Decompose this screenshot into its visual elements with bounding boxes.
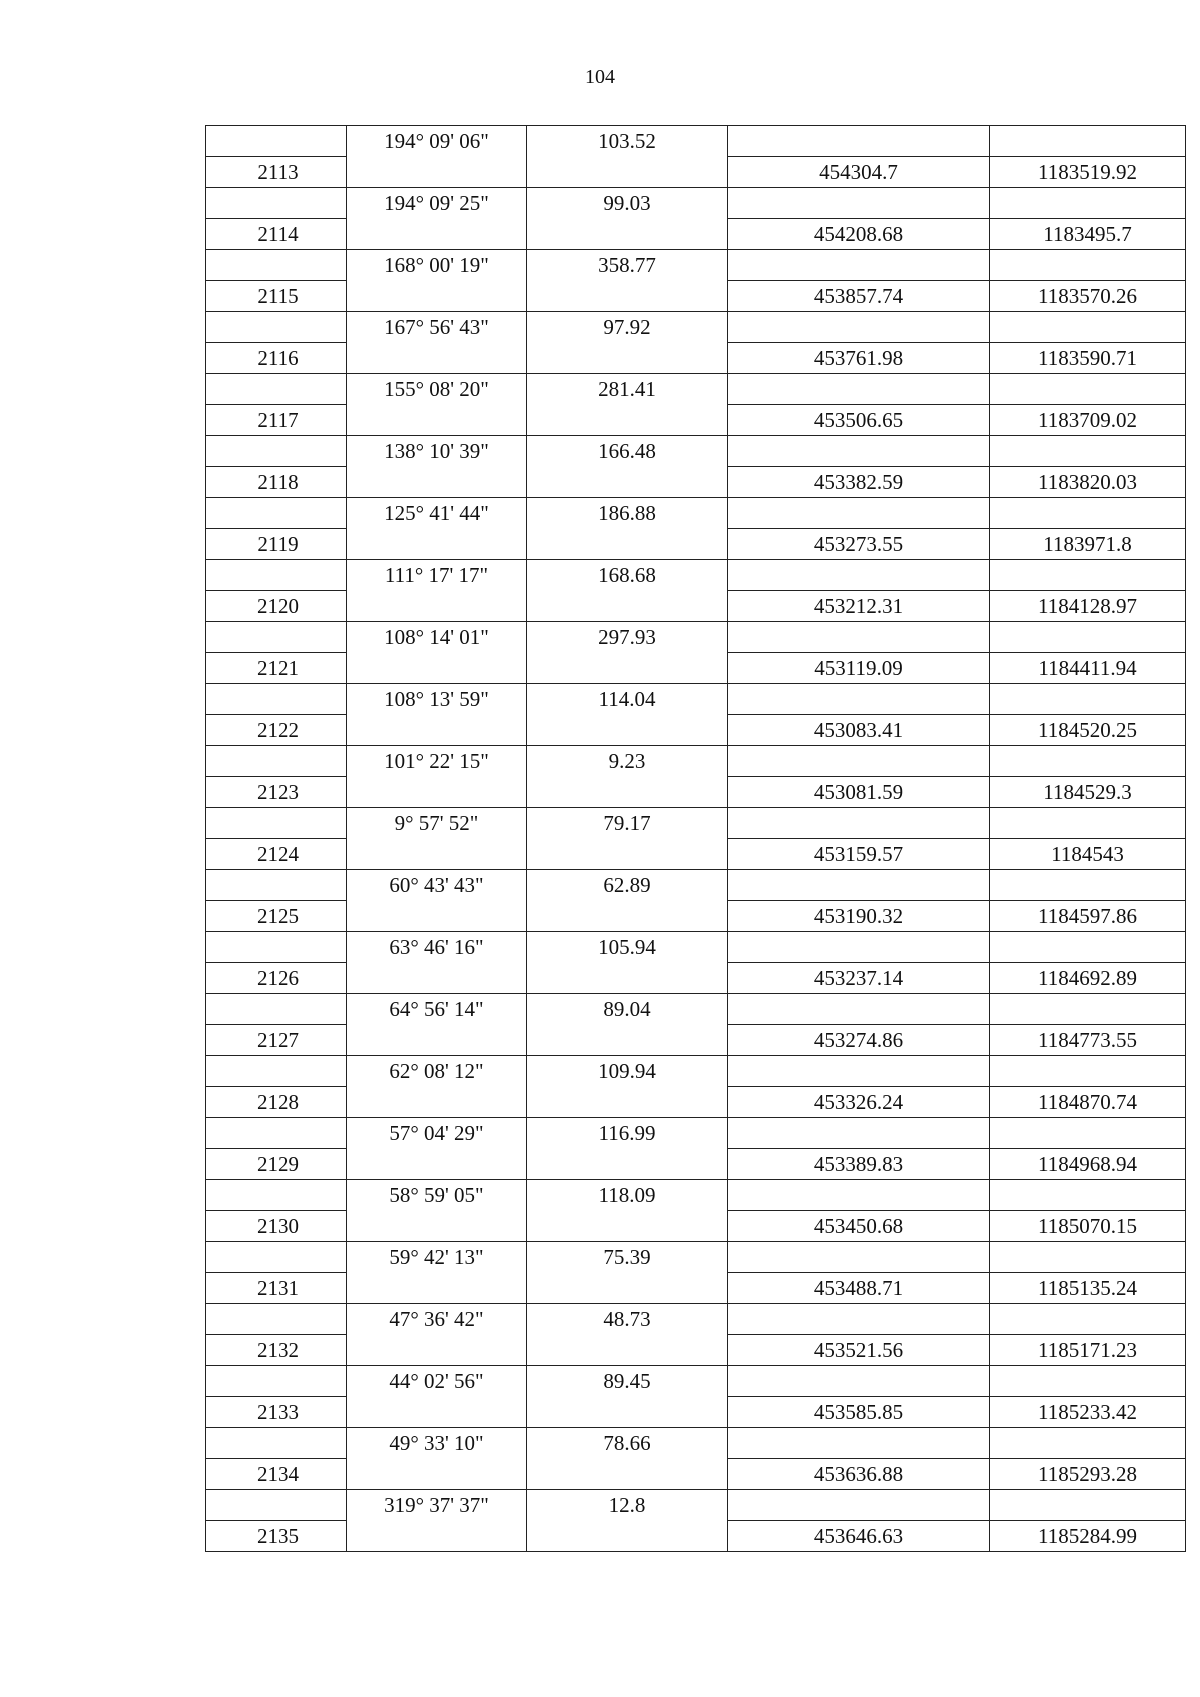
easting-cell: 1185284.99	[990, 1521, 1186, 1552]
station-cell: 2135	[206, 1521, 347, 1552]
station-cell	[206, 1304, 347, 1335]
station-cell: 2118	[206, 467, 347, 498]
station-cell: 2131	[206, 1273, 347, 1304]
bearing-cell: 58° 59' 05"	[347, 1180, 527, 1211]
easting-cell	[990, 126, 1186, 157]
northing-cell: 453636.88	[728, 1459, 990, 1490]
bearing-cell: 319° 37' 37"	[347, 1490, 527, 1521]
bearing-cell: 62° 08' 12"	[347, 1056, 527, 1087]
station-cell	[206, 870, 347, 901]
bearing-cell	[347, 1335, 527, 1366]
station-cell: 2127	[206, 1025, 347, 1056]
northing-cell: 453761.98	[728, 343, 990, 374]
northing-cell: 453212.31	[728, 591, 990, 622]
table-row-leg	[206, 684, 1186, 715]
bearing-cell: 194° 09' 25"	[347, 188, 527, 219]
easting-cell: 1185293.28	[990, 1459, 1186, 1490]
distance-cell: 168.68	[527, 560, 728, 591]
table-row-station	[206, 591, 1186, 622]
distance-cell: 297.93	[527, 622, 728, 653]
table-row-leg	[206, 498, 1186, 529]
station-cell	[206, 1428, 347, 1459]
station-cell	[206, 498, 347, 529]
distance-cell: 105.94	[527, 932, 728, 963]
table-row-leg	[206, 746, 1186, 777]
easting-cell: 1185171.23	[990, 1335, 1186, 1366]
bearing-cell	[347, 529, 527, 560]
station-cell: 2117	[206, 405, 347, 436]
bearing-cell: 63° 46' 16"	[347, 932, 527, 963]
station-cell: 2123	[206, 777, 347, 808]
northing-cell: 453326.24	[728, 1087, 990, 1118]
table-row-station	[206, 1211, 1186, 1242]
northing-cell	[728, 436, 990, 467]
bearing-cell: 194° 09' 06"	[347, 126, 527, 157]
distance-cell: 79.17	[527, 808, 728, 839]
easting-cell: 1183820.03	[990, 467, 1186, 498]
bearing-cell	[347, 219, 527, 250]
station-cell: 2125	[206, 901, 347, 932]
bearing-cell	[347, 653, 527, 684]
table-row-station	[206, 1335, 1186, 1366]
northing-cell	[728, 498, 990, 529]
bearing-cell: 125° 41' 44"	[347, 498, 527, 529]
bearing-cell: 64° 56' 14"	[347, 994, 527, 1025]
table-row-station	[206, 529, 1186, 560]
easting-cell	[990, 374, 1186, 405]
easting-cell	[990, 1304, 1186, 1335]
table-row-leg	[206, 1180, 1186, 1211]
bearing-cell	[347, 1087, 527, 1118]
station-cell	[206, 1242, 347, 1273]
table-row-leg	[206, 932, 1186, 963]
station-cell	[206, 312, 347, 343]
northing-cell: 453521.56	[728, 1335, 990, 1366]
easting-cell	[990, 436, 1186, 467]
table-row-station	[206, 715, 1186, 746]
easting-cell: 1184968.94	[990, 1149, 1186, 1180]
easting-cell	[990, 1180, 1186, 1211]
table-row-station	[206, 405, 1186, 436]
distance-cell: 116.99	[527, 1118, 728, 1149]
easting-cell	[990, 746, 1186, 777]
table-row-station	[206, 901, 1186, 932]
table-row-leg	[206, 1428, 1186, 1459]
station-cell	[206, 436, 347, 467]
distance-cell: 109.94	[527, 1056, 728, 1087]
table-row-station	[206, 1149, 1186, 1180]
bearing-cell	[347, 1149, 527, 1180]
easting-cell: 1185070.15	[990, 1211, 1186, 1242]
northing-cell: 453857.74	[728, 281, 990, 312]
northing-cell	[728, 188, 990, 219]
table-row-station	[206, 839, 1186, 870]
table-row-station	[206, 281, 1186, 312]
station-cell: 2115	[206, 281, 347, 312]
northing-cell	[728, 1056, 990, 1087]
bearing-cell: 57° 04' 29"	[347, 1118, 527, 1149]
easting-cell	[990, 1118, 1186, 1149]
table-row-leg	[206, 1490, 1186, 1521]
station-cell	[206, 1490, 347, 1521]
distance-cell: 89.04	[527, 994, 728, 1025]
bearing-cell: 138° 10' 39"	[347, 436, 527, 467]
station-cell: 2124	[206, 839, 347, 870]
easting-cell: 1184529.3	[990, 777, 1186, 808]
northing-cell: 453083.41	[728, 715, 990, 746]
distance-cell	[527, 343, 728, 374]
station-cell	[206, 684, 347, 715]
distance-cell	[527, 405, 728, 436]
easting-cell: 1184520.25	[990, 715, 1186, 746]
northing-cell	[728, 250, 990, 281]
table-row-station	[206, 1273, 1186, 1304]
station-cell	[206, 1366, 347, 1397]
distance-cell: 281.41	[527, 374, 728, 405]
table-row-leg	[206, 188, 1186, 219]
northing-cell: 453506.65	[728, 405, 990, 436]
easting-cell: 1183709.02	[990, 405, 1186, 436]
table-row-leg	[206, 1304, 1186, 1335]
northing-cell: 453382.59	[728, 467, 990, 498]
distance-cell: 118.09	[527, 1180, 728, 1211]
bearing-cell	[347, 1211, 527, 1242]
table-row-station	[206, 343, 1186, 374]
distance-cell: 78.66	[527, 1428, 728, 1459]
table-row-station	[206, 1087, 1186, 1118]
distance-cell	[527, 653, 728, 684]
table-row-station	[206, 1459, 1186, 1490]
table-row-station	[206, 653, 1186, 684]
station-cell: 2132	[206, 1335, 347, 1366]
bearing-cell: 44° 02' 56"	[347, 1366, 527, 1397]
table-row-leg	[206, 560, 1186, 591]
easting-cell: 1183519.92	[990, 157, 1186, 188]
table-row-leg	[206, 436, 1186, 467]
table-row-leg	[206, 1242, 1186, 1273]
bearing-cell	[347, 1459, 527, 1490]
easting-cell	[990, 932, 1186, 963]
bearing-cell	[347, 963, 527, 994]
northing-cell	[728, 1366, 990, 1397]
station-cell	[206, 1056, 347, 1087]
distance-cell	[527, 1087, 728, 1118]
distance-cell	[527, 219, 728, 250]
station-cell: 2122	[206, 715, 347, 746]
distance-cell: 12.8	[527, 1490, 728, 1521]
distance-cell	[527, 1025, 728, 1056]
northing-cell	[728, 1180, 990, 1211]
northing-cell: 453190.32	[728, 901, 990, 932]
northing-cell	[728, 932, 990, 963]
distance-cell	[527, 529, 728, 560]
easting-cell	[990, 870, 1186, 901]
northing-cell	[728, 374, 990, 405]
northing-cell: 454304.7	[728, 157, 990, 188]
table-row-station	[206, 963, 1186, 994]
table-row-station	[206, 1025, 1186, 1056]
distance-cell: 186.88	[527, 498, 728, 529]
table-row-station	[206, 1397, 1186, 1428]
bearing-cell: 155° 08' 20"	[347, 374, 527, 405]
coordinate-table-body	[206, 126, 1186, 1552]
coordinate-table	[205, 125, 1186, 1552]
bearing-cell	[347, 157, 527, 188]
station-cell: 2133	[206, 1397, 347, 1428]
easting-cell: 1184773.55	[990, 1025, 1186, 1056]
bearing-cell: 167° 56' 43"	[347, 312, 527, 343]
station-cell: 2134	[206, 1459, 347, 1490]
page-number: 104	[585, 66, 615, 88]
bearing-cell	[347, 777, 527, 808]
station-cell: 2119	[206, 529, 347, 560]
distance-cell: 97.92	[527, 312, 728, 343]
distance-cell	[527, 901, 728, 932]
northing-cell	[728, 312, 990, 343]
northing-cell: 453585.85	[728, 1397, 990, 1428]
table-row-leg	[206, 374, 1186, 405]
northing-cell: 453389.83	[728, 1149, 990, 1180]
bearing-cell	[347, 715, 527, 746]
table-row-leg	[206, 250, 1186, 281]
table-row-leg	[206, 1056, 1186, 1087]
easting-cell	[990, 498, 1186, 529]
bearing-cell: 59° 42' 13"	[347, 1242, 527, 1273]
bearing-cell	[347, 405, 527, 436]
northing-cell: 454208.68	[728, 219, 990, 250]
distance-cell	[527, 963, 728, 994]
easting-cell	[990, 684, 1186, 715]
table-row-leg	[206, 126, 1186, 157]
bearing-cell	[347, 839, 527, 870]
easting-cell: 1184128.97	[990, 591, 1186, 622]
northing-cell	[728, 1490, 990, 1521]
northing-cell: 453119.09	[728, 653, 990, 684]
distance-cell: 358.77	[527, 250, 728, 281]
northing-cell: 453159.57	[728, 839, 990, 870]
distance-cell	[527, 1459, 728, 1490]
easting-cell	[990, 1490, 1186, 1521]
table-row-leg	[206, 1118, 1186, 1149]
bearing-cell	[347, 1521, 527, 1552]
bearing-cell	[347, 1273, 527, 1304]
station-cell	[206, 994, 347, 1025]
northing-cell	[728, 126, 990, 157]
distance-cell	[527, 467, 728, 498]
bearing-cell	[347, 901, 527, 932]
table-row-station	[206, 1521, 1186, 1552]
station-cell: 2126	[206, 963, 347, 994]
northing-cell: 453081.59	[728, 777, 990, 808]
station-cell: 2114	[206, 219, 347, 250]
northing-cell	[728, 1118, 990, 1149]
easting-cell	[990, 250, 1186, 281]
northing-cell	[728, 994, 990, 1025]
distance-cell: 75.39	[527, 1242, 728, 1273]
bearing-cell: 108° 14' 01"	[347, 622, 527, 653]
northing-cell: 453274.86	[728, 1025, 990, 1056]
station-cell: 2120	[206, 591, 347, 622]
easting-cell	[990, 1428, 1186, 1459]
bearing-cell: 9° 57' 52"	[347, 808, 527, 839]
bearing-cell	[347, 467, 527, 498]
station-cell	[206, 374, 347, 405]
easting-cell: 1185135.24	[990, 1273, 1186, 1304]
station-cell	[206, 1118, 347, 1149]
northing-cell	[728, 1304, 990, 1335]
table-row-leg	[206, 994, 1186, 1025]
bearing-cell: 49° 33' 10"	[347, 1428, 527, 1459]
station-cell	[206, 1180, 347, 1211]
table-row-leg	[206, 808, 1186, 839]
station-cell: 2130	[206, 1211, 347, 1242]
table-row-station	[206, 467, 1186, 498]
distance-cell	[527, 777, 728, 808]
easting-cell: 1183570.26	[990, 281, 1186, 312]
distance-cell: 48.73	[527, 1304, 728, 1335]
station-cell	[206, 746, 347, 777]
northing-cell: 453646.63	[728, 1521, 990, 1552]
distance-cell: 9.23	[527, 746, 728, 777]
distance-cell: 166.48	[527, 436, 728, 467]
northing-cell: 453450.68	[728, 1211, 990, 1242]
station-cell	[206, 622, 347, 653]
easting-cell: 1185233.42	[990, 1397, 1186, 1428]
easting-cell	[990, 560, 1186, 591]
distance-cell	[527, 157, 728, 188]
easting-cell: 1184543	[990, 839, 1186, 870]
easting-cell	[990, 808, 1186, 839]
distance-cell: 62.89	[527, 870, 728, 901]
table-row-leg	[206, 1366, 1186, 1397]
easting-cell: 1184411.94	[990, 653, 1186, 684]
distance-cell	[527, 1397, 728, 1428]
distance-cell	[527, 839, 728, 870]
distance-cell: 103.52	[527, 126, 728, 157]
easting-cell: 1184692.89	[990, 963, 1186, 994]
easting-cell	[990, 1242, 1186, 1273]
northing-cell: 453273.55	[728, 529, 990, 560]
station-cell	[206, 808, 347, 839]
bearing-cell	[347, 1397, 527, 1428]
northing-cell	[728, 1428, 990, 1459]
distance-cell	[527, 591, 728, 622]
station-cell: 2121	[206, 653, 347, 684]
distance-cell	[527, 281, 728, 312]
station-cell	[206, 126, 347, 157]
bearing-cell: 60° 43' 43"	[347, 870, 527, 901]
northing-cell	[728, 1242, 990, 1273]
bearing-cell: 168° 00' 19"	[347, 250, 527, 281]
easting-cell: 1183971.8	[990, 529, 1186, 560]
northing-cell	[728, 746, 990, 777]
bearing-cell	[347, 281, 527, 312]
bearing-cell: 108° 13' 59"	[347, 684, 527, 715]
station-cell	[206, 932, 347, 963]
distance-cell	[527, 1211, 728, 1242]
northing-cell	[728, 808, 990, 839]
distance-cell	[527, 1149, 728, 1180]
bearing-cell	[347, 1025, 527, 1056]
distance-cell: 89.45	[527, 1366, 728, 1397]
station-cell	[206, 250, 347, 281]
easting-cell	[990, 1366, 1186, 1397]
northing-cell	[728, 622, 990, 653]
northing-cell	[728, 560, 990, 591]
bearing-cell: 111° 17' 17"	[347, 560, 527, 591]
station-cell: 2128	[206, 1087, 347, 1118]
northing-cell: 453237.14	[728, 963, 990, 994]
distance-cell: 114.04	[527, 684, 728, 715]
easting-cell: 1184870.74	[990, 1087, 1186, 1118]
northing-cell: 453488.71	[728, 1273, 990, 1304]
distance-cell	[527, 715, 728, 746]
table-row-leg	[206, 622, 1186, 653]
distance-cell: 99.03	[527, 188, 728, 219]
station-cell: 2113	[206, 157, 347, 188]
distance-cell	[527, 1521, 728, 1552]
table-row-station	[206, 219, 1186, 250]
easting-cell	[990, 622, 1186, 653]
bearing-cell: 47° 36' 42"	[347, 1304, 527, 1335]
station-cell	[206, 560, 347, 591]
northing-cell	[728, 684, 990, 715]
easting-cell: 1184597.86	[990, 901, 1186, 932]
bearing-cell	[347, 591, 527, 622]
bearing-cell: 101° 22' 15"	[347, 746, 527, 777]
station-cell	[206, 188, 347, 219]
easting-cell	[990, 994, 1186, 1025]
table-row-station	[206, 777, 1186, 808]
easting-cell: 1183590.71	[990, 343, 1186, 374]
table-row-station	[206, 157, 1186, 188]
easting-cell	[990, 188, 1186, 219]
bearing-cell	[347, 343, 527, 374]
station-cell: 2129	[206, 1149, 347, 1180]
easting-cell	[990, 1056, 1186, 1087]
distance-cell	[527, 1273, 728, 1304]
northing-cell	[728, 870, 990, 901]
distance-cell	[527, 1335, 728, 1366]
station-cell: 2116	[206, 343, 347, 374]
table-row-leg	[206, 312, 1186, 343]
easting-cell	[990, 312, 1186, 343]
table-row-leg	[206, 870, 1186, 901]
easting-cell: 1183495.7	[990, 219, 1186, 250]
